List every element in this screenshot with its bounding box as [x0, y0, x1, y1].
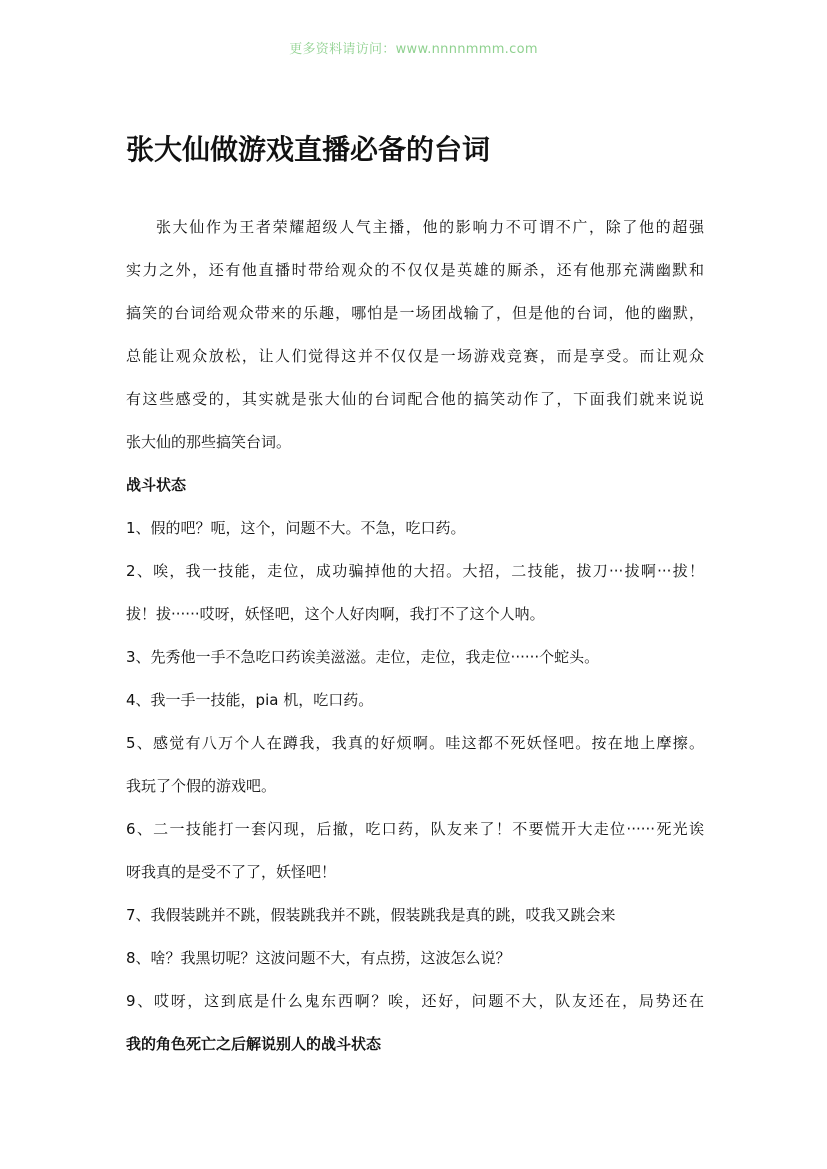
- intro-line: 总能让观众放松，让人们觉得这并不仅仅是一场游戏竞赛，而是享受。而让观众: [126, 347, 704, 365]
- section-heading-battle: 战斗状态: [126, 476, 187, 494]
- watermark: 更多资料请访问：www.nnnnmmm.com: [289, 42, 538, 57]
- intro-line: 有这些感受的，其实就是张大仙的台词配合他的搞笑动作了，下面我们就来说说: [126, 390, 704, 408]
- document-body: [126, 206, 704, 1066]
- list-item: 9、哎呀，这到底是什么鬼东西啊？唉，还好，问题不大，队友还在，局势还在: [126, 992, 704, 1010]
- intro-line: 张大仙的那些搞笑台词。: [126, 433, 292, 451]
- list-item-continued: 拔！拔······哎呀，妖怪吧，这个人好肉啊，我打不了这个人呐。: [126, 605, 545, 623]
- section-heading-after-death: 我的角色死亡之后解说别人的战斗状态: [126, 1035, 382, 1053]
- list-item-continued: 我玩了个假的游戏吧。: [126, 777, 277, 795]
- intro-line: 实力之外，还有他直播时带给观众的不仅仅是英雄的厮杀，还有他那充满幽默和: [126, 261, 704, 279]
- list-item: 4、我一手一技能，pia 机，吃口药。: [126, 691, 374, 709]
- intro-line: 搞笑的台词给观众带来的乐趣，哪怕是一场团战输了，但是他的台词，他的幽默，: [126, 304, 704, 322]
- list-item: 2、唉，我一技能，走位，成功骗掉他的大招。大招，二技能，拔刀···拔啊···拔！: [126, 562, 704, 580]
- list-item: 5、感觉有八万个人在蹲我，我真的好烦啊。哇这都不死妖怪吧。按在地上摩擦。: [126, 734, 704, 752]
- list-item: 1、假的吧？呃，这个，问题不大。不急，吃口药。: [126, 519, 466, 537]
- list-item: 6、二一技能打一套闪现，后撤，吃口药，队友来了！不要慌开大走位······死光诶: [126, 820, 704, 838]
- document-page: [126, 126, 704, 1066]
- list-item-continued: 呀我真的是受不了了，妖怪吧！: [126, 863, 337, 881]
- list-item: 7、我假装跳并不跳，假装跳我并不跳，假装跳我是真的跳，哎我又跳会来: [126, 906, 616, 924]
- list-item: 3、先秀他一手不急吃口药诶美滋滋。走位，走位，我走位······个蛇头。: [126, 648, 600, 666]
- document-title: 张大仙做游戏直播必备的台词: [126, 133, 491, 166]
- list-item: 8、啥？我黑切呢？这波问题不大，有点捞，这波怎么说？: [126, 949, 511, 967]
- intro-line: 张大仙作为王者荣耀超级人气主播，他的影响力不可谓不广，除了他的超强: [156, 218, 704, 236]
